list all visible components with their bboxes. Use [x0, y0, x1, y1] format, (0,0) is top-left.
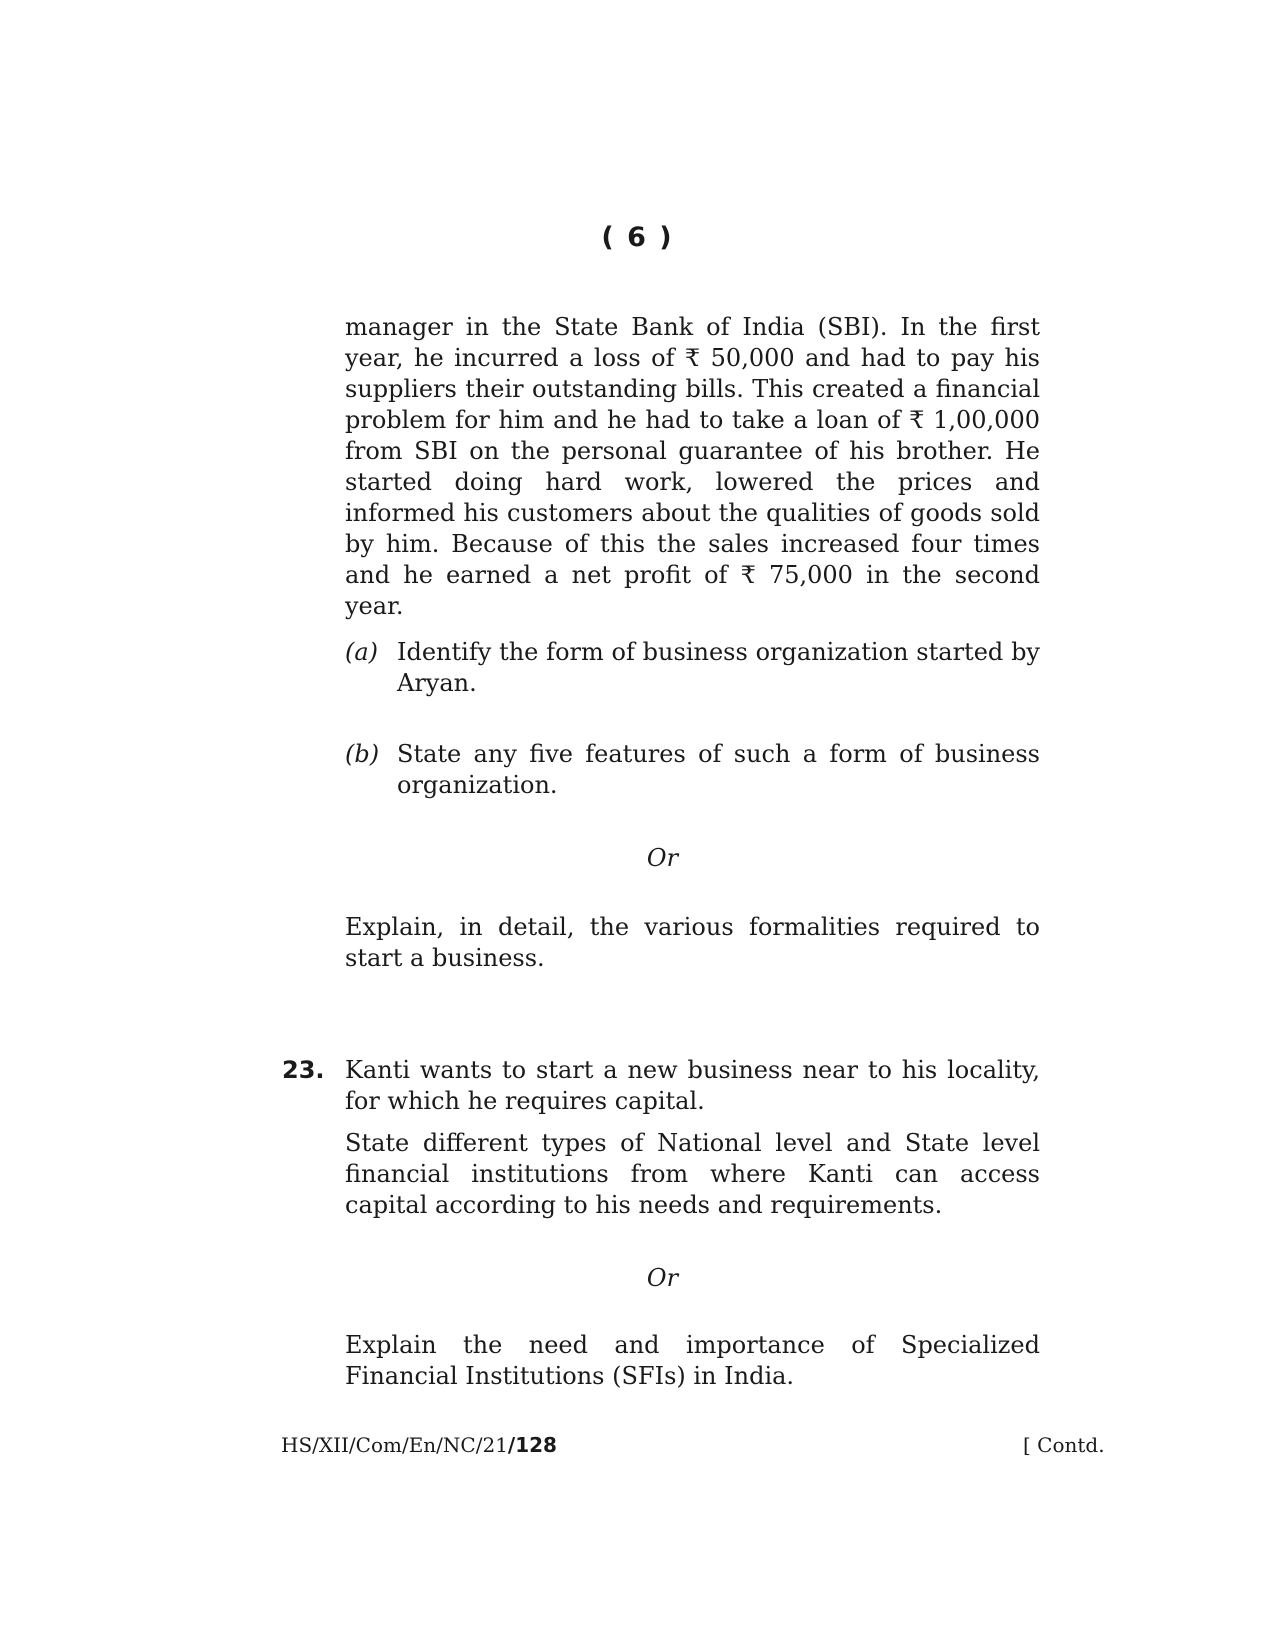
- q22-alternative: Explain, in detail, the various formalities required to start a business.: [345, 913, 1040, 972]
- q23-question: State different types of National level and State level financial institutions from where Kanti can access capital according to his needs and requirements.: [345, 1129, 1040, 1219]
- q22-part-a: [345, 637, 1040, 699]
- q23-or: Or: [646, 1264, 679, 1292]
- q22-part-b: [345, 739, 1040, 801]
- q22-or: Or: [646, 844, 679, 872]
- footer-contd: [ Contd.: [1023, 1433, 1105, 1457]
- q22-part-a-label: (a): [345, 638, 379, 666]
- q23-alternative: Explain the need and importance of Specialized Financial Institutions (SFIs) in India.: [345, 1331, 1040, 1390]
- passage-text: manager in the State Bank of India (SBI). In the first year, he incurred a loss of ₹ 50,000 and had to pay his suppliers their outstanding bills. This created a financial problem for him and he had to take a loan of ₹ 1,00,000 from SBI on the personal guarantee of his brother. He started doing hard work, lowered the prices and informed his customers about the qualities of goods sold by him. Because of this the sales increased four times and he earned a net profit of ₹ 75,000 in the second year.: [345, 313, 1040, 620]
- q23-text: Kanti wants to start a new business near to his locality, for which he requires capital.: [345, 1056, 1040, 1115]
- footer-code-text: HS/XII/Com/En/NC/21: [281, 1433, 508, 1457]
- q22-part-b-text: State any five features of such a form of business organization.: [397, 740, 1040, 799]
- q23-number: 23.: [282, 1056, 325, 1084]
- footer-code: [281, 1433, 557, 1457]
- page-number: ( 6 ): [601, 222, 674, 253]
- q22-part-b-label: (b): [345, 740, 380, 768]
- footer-code-number: /128: [507, 1433, 557, 1457]
- q22-part-a-text: Identify the form of business organization started by Aryan.: [397, 638, 1040, 697]
